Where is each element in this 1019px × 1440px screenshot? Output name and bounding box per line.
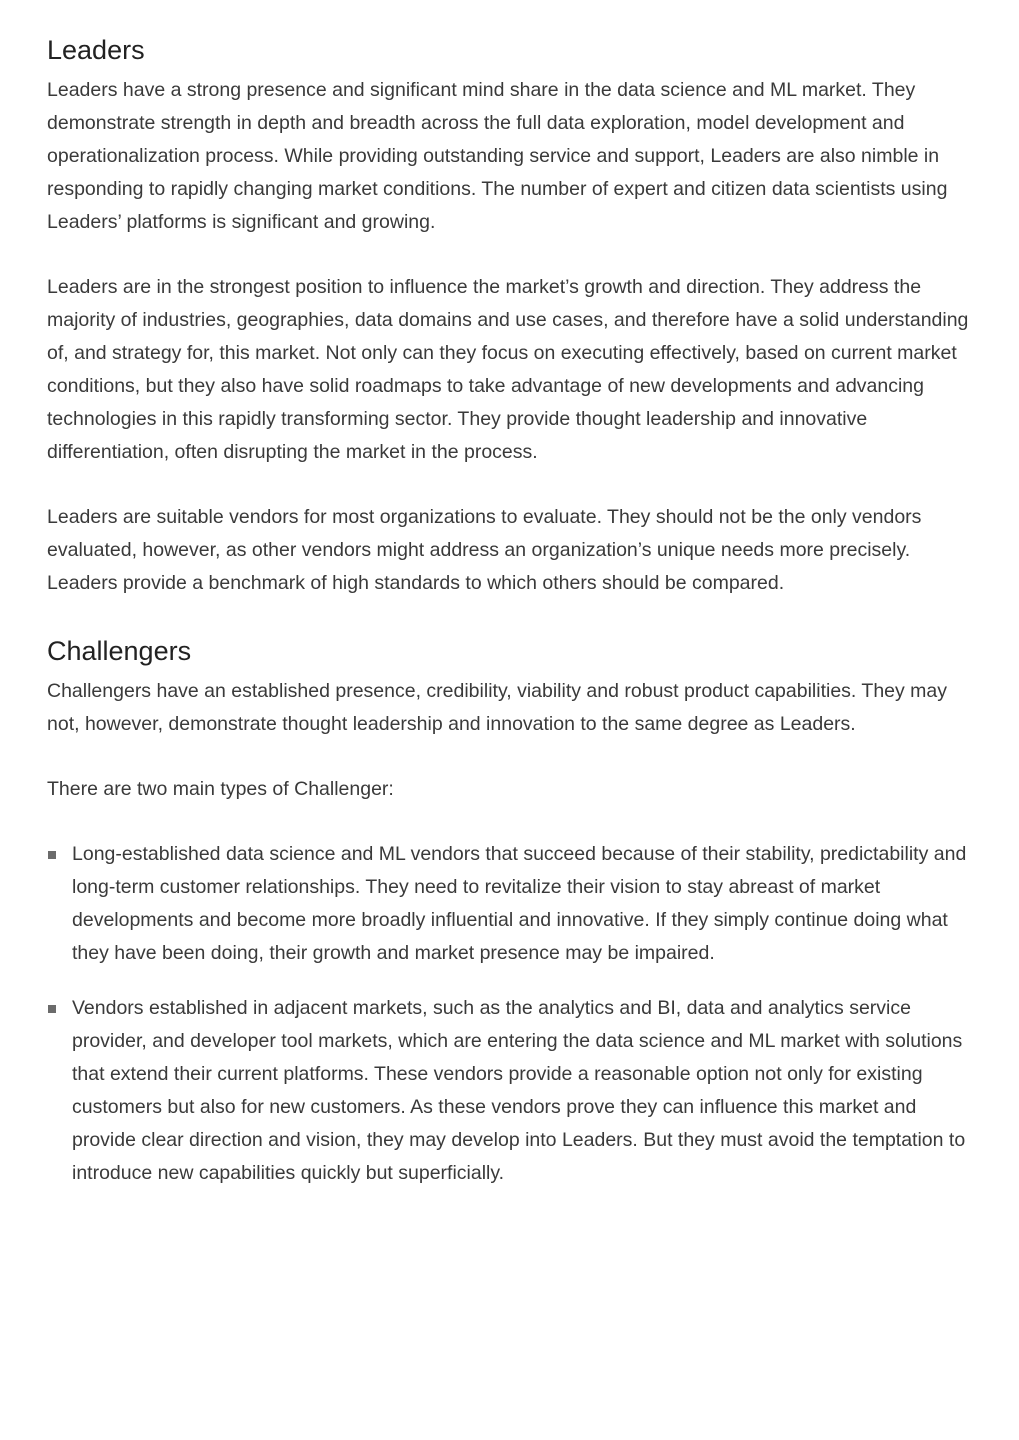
list-item-text: Long-established data science and ML vendors that succeed because of their stability, predictability and long-term customer relationships. They need to revitalize their vision to stay abreast of market developments and become more broadly influential and innovative. If they simply continue doing what they have been doing, their growth and market presence may be impaired. bbox=[72, 843, 967, 964]
challengers-paragraph-1: Challengers have an established presence, credibility, viability and robust product capabilities. They may not, however, demonstrate thought leadership and innovation to the same degree as Leaders. bbox=[47, 680, 948, 735]
challengers-paragraph-2: There are two main types of Challenger: bbox=[47, 778, 394, 800]
challenger-types-list bbox=[47, 838, 973, 1190]
square-bullet-icon bbox=[48, 1005, 56, 1013]
challengers-section bbox=[47, 631, 973, 1190]
list-item-text: Vendors established in adjacent markets, such as the analytics and BI, data and analytics service provider, and developer tool markets, which are entering the data science and ML market with solutions that extend their current platforms. These vendors provide a reasonable option not only for existing customers but also for new customers. As these vendors prove they can influence this market and provide clear direction and vision, they may develop into Leaders. But they must avoid the temptation to introduce new capabilities quickly but superficially. bbox=[72, 997, 966, 1184]
leaders-heading: Leaders bbox=[47, 35, 145, 65]
leaders-section bbox=[47, 30, 973, 600]
document-page bbox=[47, 30, 973, 1190]
challengers-heading: Challengers bbox=[47, 636, 192, 666]
leaders-paragraph-3: Leaders are suitable vendors for most organizations to evaluate. They should not be the only vendors evaluated, however, as other vendors might address an organization’s unique needs more precisely. Leaders provide a benchmark of high standards to which others should be compared. bbox=[47, 506, 922, 594]
leaders-paragraph-1: Leaders have a strong presence and significant mind share in the data science and ML market. They demonstrate strength in depth and breadth across the full data exploration, model development and operationalization process. While providing outstanding service and support, Leaders are also nimble in responding to rapidly changing market conditions. The number of expert and citizen data scientists using Leaders’ platforms is significant and growing. bbox=[47, 79, 948, 233]
list-item bbox=[47, 838, 973, 970]
list-item bbox=[47, 992, 973, 1190]
leaders-paragraph-2: Leaders are in the strongest position to influence the market’s growth and direction. They address the majority of industries, geographies, data domains and use cases, and therefore have a solid understanding of, and strategy for, this market. Not only can they focus on executing effectively, based on current market conditions, but they also have solid roadmaps to take advantage of new developments and advancing technologies in this rapidly transforming sector. They provide thought leadership and innovative differentiation, often disrupting the market in the process. bbox=[47, 276, 969, 463]
square-bullet-icon bbox=[48, 851, 56, 859]
